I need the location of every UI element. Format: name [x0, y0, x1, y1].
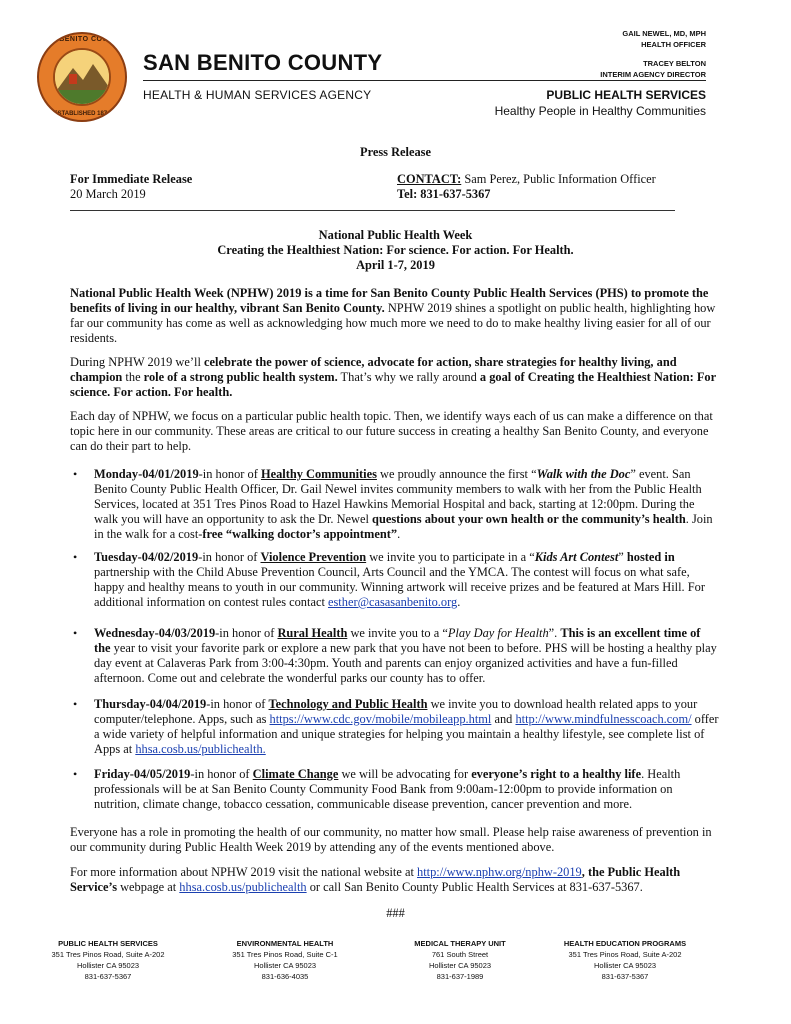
seal-bottom-text: ESTABLISHED 1874: [53, 111, 111, 117]
header-divider: [143, 80, 706, 81]
officer-name: GAIL NEWEL, MD, MPH: [622, 29, 706, 38]
footer-address: 351 Tres Pinos Road, Suite A-202: [568, 950, 682, 959]
text-run: -in honor of: [198, 467, 261, 481]
end-mark: ###: [386, 906, 405, 920]
day-label: Friday-04/05/2019: [94, 767, 191, 781]
seal-top-text: SAN BENITO COUNTY: [40, 36, 124, 43]
text-run: we invite you to a “: [347, 626, 448, 640]
footer-city: Hollister CA 95023: [76, 961, 140, 970]
text-run-bold: celebrate the power of science, advocate for action, share strategies for healthy living, and champion: [70, 355, 677, 384]
text-run: ” event. San Benito County Public Health Officer, Dr. Gail Newel invites community members to walk with her from the Public Health Services, located at 351 Tres Pinos Road to Hazel Hawkins Memorial Hospital and back, starting at 12:00pm. During the walk you will have an opportunity to ask the Dr. Newel: [94, 467, 702, 526]
footer-title: PUBLIC HEALTH SERVICES: [58, 939, 158, 948]
list-item-tuesday: [94, 550, 720, 610]
agency-name: HEALTH & HUMAN SERVICES AGENCY: [143, 88, 372, 102]
contact-value: Sam Perez, Public Information Officer: [461, 172, 656, 186]
bullet-dot: •: [73, 767, 78, 781]
more-info-paragraph: [70, 865, 720, 895]
footer-environmental-health: [205, 938, 365, 982]
contact-label: CONTACT:: [397, 172, 462, 186]
immediate-release-label: For Immediate Release: [70, 172, 193, 186]
event-name: Walk with the Doc: [536, 467, 631, 481]
text-run: webpage at: [117, 880, 180, 894]
text-run: . Health professionals will be at San Benito County Community Food Bank from 9:00am-12:00pm to provide information on nutrition, climate change, tobacco cessation, communicable disease prevention, cancer prevention and more.: [94, 767, 681, 811]
text-run: -in honor of: [215, 626, 278, 640]
press-release-heading: Press Release: [360, 145, 431, 159]
release-meta-left: [70, 172, 192, 202]
footer-address: 351 Tres Pinos Road, Suite A-202: [51, 950, 165, 959]
footer-city: Hollister CA 95023: [593, 961, 657, 970]
footer-title: MEDICAL THERAPY UNIT: [414, 939, 506, 948]
text-run: -in honor of: [198, 550, 261, 564]
division-name: PUBLIC HEALTH SERVICES: [546, 88, 706, 102]
text-run: we will be advocating for: [338, 767, 472, 781]
county-title: SAN BENITO COUNTY: [143, 50, 383, 75]
text-run: ”.: [548, 626, 561, 640]
text-run: or call San Benito County Public Health Services at 831-637-5367.: [306, 880, 643, 894]
text-run-bold: free “walking doctor’s appointment”: [202, 527, 398, 541]
day-label: Monday-04/01/2019: [94, 467, 199, 481]
public-health-apps-link[interactable]: hhsa.cosb.us/publichealth.: [135, 742, 266, 756]
footer-phone: 831-637-5367: [84, 972, 132, 981]
footer-medical-therapy: [380, 938, 540, 982]
agency-director-block: [600, 58, 706, 80]
celebrate-paragraph: [70, 355, 720, 400]
text-run-bold: everyone’s right to a healthy life: [471, 767, 642, 781]
text-run: -in honor of: [206, 697, 269, 711]
text-run: During NPHW 2019 we’ll: [70, 355, 204, 369]
text-run: and: [491, 712, 516, 726]
release-meta-right: [397, 172, 656, 202]
text-run-bold: role of a strong public health system.: [143, 370, 338, 384]
list-item-friday: [94, 767, 720, 812]
nphw-website-link[interactable]: http://www.nphw.org/nphw-2019: [417, 865, 582, 879]
email-link[interactable]: esther@casasanbenito.org: [327, 595, 458, 609]
cdc-app-link[interactable]: https://www.cdc.gov/mobile/mobileapp.html: [269, 712, 492, 726]
text-run: For more information about NPHW 2019 visit the national website at: [70, 865, 417, 879]
footer-phone: 831-636-4035: [261, 972, 309, 981]
closing-paragraph: Everyone has a role in promoting the health of our community, no matter how small. Please help raise awareness of prevention in our community during Public Health Week 2019 by attending any of the events mentioned above.: [70, 825, 712, 854]
event-title-block: [0, 228, 791, 273]
event-name: Play Day for Health: [447, 626, 549, 640]
public-health-webpage-link[interactable]: hhsa.cosb.us/publichealth: [179, 880, 307, 894]
footer-title: ENVIRONMENTAL HEALTH: [236, 939, 334, 948]
topic-label: Rural Health: [277, 626, 348, 640]
footer-phone: 831-637-5367: [601, 972, 649, 981]
footer-address: 351 Tres Pinos Road, Suite C-1: [232, 950, 338, 959]
footer-address: 761 South Street: [431, 950, 489, 959]
event-dates: April 1-7, 2019: [356, 258, 435, 272]
intro-rest: NPHW 2019 shines a spotlight on public health, highlighting how far our community has come as well as acknowledging how much more we need to do to make healthy living easier for all of our residents.: [70, 301, 716, 345]
text-run: . Join in the walk for a cost-: [94, 512, 713, 541]
footer-public-health: [28, 938, 188, 982]
footer-phone: 831-637-1989: [436, 972, 484, 981]
bullet-dot: •: [73, 697, 78, 711]
day-label: Tuesday-04/02/2019: [94, 550, 199, 564]
bullet-dot: •: [73, 467, 78, 481]
bullet-dot: •: [73, 626, 78, 640]
day-label: Thursday-04/04/2019: [94, 697, 207, 711]
text-run: .: [457, 595, 461, 609]
text-run: the: [122, 370, 144, 384]
bullet-dot: •: [73, 550, 78, 564]
topic-label: Healthy Communities: [260, 467, 377, 481]
text-run: That’s why we rally around: [337, 370, 480, 384]
health-officer-block: [622, 28, 706, 50]
day-label: Wednesday-04/03/2019: [94, 626, 216, 640]
text-run: we proudly announce the first “: [376, 467, 537, 481]
intro-paragraph: [70, 286, 720, 346]
text-run: year to visit your favorite park or explore a new park that you have not been to before. PHS will be hosting a healthy play day event at Calaveras Park from 3:00-4:30pm. Youth and parents can enjoy organized activities and have a fun-filled afternoon. Come out and celebrate the wonderful parks our county has to offer.: [94, 641, 717, 685]
tagline: Healthy People in Healthy Communities: [494, 104, 706, 118]
text-run-bold: , the Public Health Service’s: [70, 865, 681, 894]
mountain-icon: [55, 50, 111, 106]
meta-divider: [70, 210, 675, 211]
event-name: Kids Art Contest: [534, 550, 619, 564]
release-date: 20 March 2019: [70, 187, 146, 201]
text-run: offer a wide variety of helpful information and unique strategies for helping you maintain a healthy lifestyle, see complete list of Apps at: [94, 712, 719, 756]
daily-topics-paragraph: Each day of NPHW, we focus on a particular public health topic. Then, we identify ways each of us can make a difference on that topic here in our community. These areas are critical to our future success in creating a healthy San Benito County, and everyone can do their part to help.: [70, 409, 713, 453]
text-run: ”: [618, 550, 627, 564]
seal-inner: [53, 48, 111, 106]
topic-label: Violence Prevention: [260, 550, 367, 564]
list-item-wednesday: [94, 626, 720, 686]
list-item-thursday: [94, 697, 720, 757]
text-run-bold: hosted in: [626, 550, 675, 564]
intro-bold: National Public Health Week (NPHW) 2019 is a time for San Benito County Public Health Services (PHS) to promote the benefits of living in our healthy, vibrant San Benito County.: [70, 286, 709, 315]
footer-health-education: [545, 938, 705, 982]
footer-city: Hollister CA 95023: [428, 961, 492, 970]
text-run-bold: a goal of Creating the Healthiest Nation: For science. For action. For health.: [70, 370, 716, 399]
event-theme: Creating the Healthiest Nation: For science. For action. For Health.: [217, 243, 574, 257]
topic-label: Climate Change: [252, 767, 339, 781]
director-title: INTERIM AGENCY DIRECTOR: [600, 70, 706, 79]
text-run: .: [397, 527, 401, 541]
county-seal-logo: [37, 32, 127, 122]
director-name: TRACEY BELTON: [643, 59, 706, 68]
officer-title: HEALTH OFFICER: [641, 40, 706, 49]
contact-phone: Tel: 831-637-5367: [397, 187, 491, 201]
mindfulness-coach-link[interactable]: http://www.mindfulnesscoach.com/: [515, 712, 692, 726]
text-run-bold: questions about your own health or the community’s health: [372, 512, 686, 526]
text-run-bold: This is an excellent time of the: [94, 626, 701, 655]
footer-title: HEALTH EDUCATION PROGRAMS: [563, 939, 687, 948]
footer-city: Hollister CA 95023: [253, 961, 317, 970]
text-run: we invite you to participate in a “: [366, 550, 535, 564]
text-run: we invite you to download health related apps to your computer/telephone. Apps, such as: [94, 697, 698, 726]
event-title: National Public Health Week: [318, 228, 473, 242]
text-run: partnership with the Child Abuse Prevention Council, Arts Council and the YMCA. The contest will focus on what safe, happy and healthy means to youth in our community. Winning artwork will receive prizes and be featured at Mars Hill. For additional information on contest rules contact: [94, 565, 705, 609]
text-run: -in honor of: [190, 767, 253, 781]
topic-label: Technology and Public Health: [268, 697, 428, 711]
list-item-monday: [94, 467, 720, 542]
